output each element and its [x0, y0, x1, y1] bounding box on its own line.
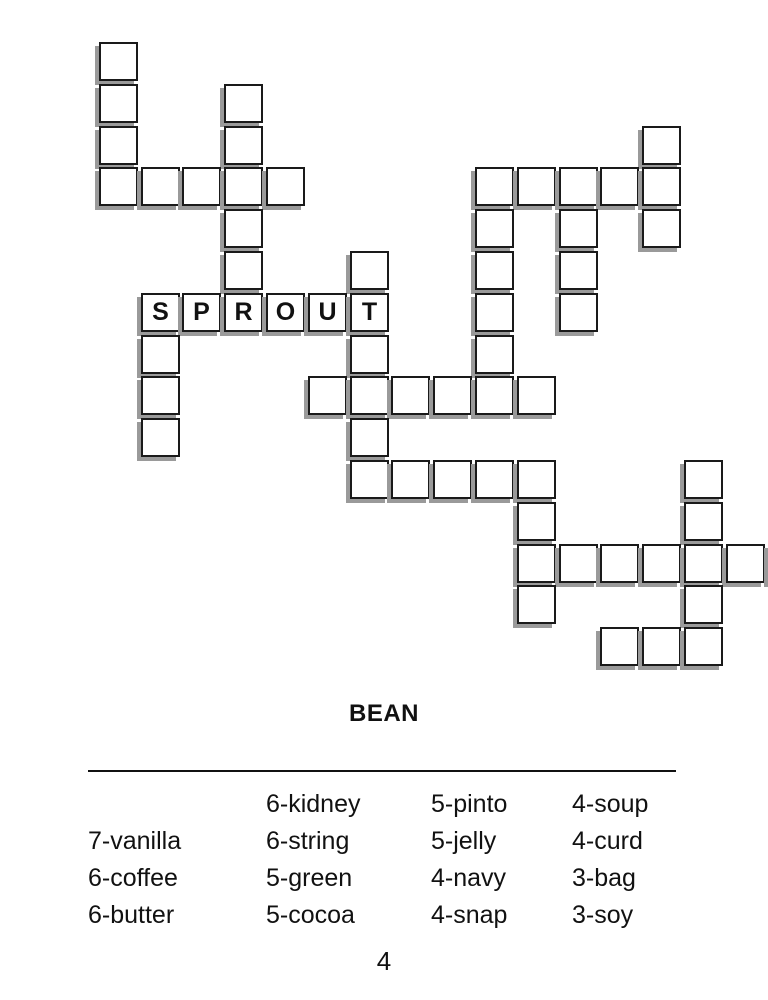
- word-list-item: 5-cocoa: [266, 901, 355, 929]
- crossword-cell[interactable]: [433, 460, 472, 499]
- crossword-cell[interactable]: [99, 167, 138, 206]
- crossword-cell-filled[interactable]: T: [350, 293, 389, 332]
- word-list-item: 3-bag: [572, 864, 636, 892]
- crossword-cell-filled[interactable]: P: [182, 293, 221, 332]
- crossword-cell[interactable]: [684, 585, 723, 624]
- crossword-cell[interactable]: [559, 209, 598, 248]
- word-list-item: 4-curd: [572, 827, 643, 855]
- crossword-cell[interactable]: [642, 544, 681, 583]
- word-list-item: 3-soy: [572, 901, 634, 929]
- crossword-cell[interactable]: [266, 167, 305, 206]
- crossword-cell[interactable]: [141, 167, 180, 206]
- crossword-cell[interactable]: [308, 376, 347, 415]
- word-list-item: 4-navy: [431, 864, 507, 892]
- word-list-column-4: [572, 786, 648, 934]
- crossword-cell[interactable]: [141, 335, 180, 374]
- crossword-cell[interactable]: [224, 251, 263, 290]
- crossword-cell[interactable]: [350, 335, 389, 374]
- word-list-item: 6-coffee: [88, 864, 178, 892]
- crossword-cell[interactable]: [517, 460, 556, 499]
- crossword-cell[interactable]: [350, 376, 389, 415]
- crossword-cell-filled[interactable]: U: [308, 293, 347, 332]
- crossword-cell[interactable]: [391, 376, 430, 415]
- crossword-cell[interactable]: [224, 126, 263, 165]
- crossword-cell[interactable]: [99, 126, 138, 165]
- crossword-cell[interactable]: [600, 167, 639, 206]
- word-list-item: 4-soup: [572, 790, 649, 818]
- crossword-cell[interactable]: [475, 460, 514, 499]
- crossword-cell[interactable]: [141, 376, 180, 415]
- crossword-cell[interactable]: [475, 335, 514, 374]
- crossword-cell[interactable]: [182, 167, 221, 206]
- crossword-cell[interactable]: [350, 418, 389, 457]
- word-list-column-1: [88, 786, 181, 934]
- word-list-item: 7-vanilla: [88, 827, 182, 855]
- word-list-item: [88, 786, 181, 823]
- crossword-cell[interactable]: [642, 167, 681, 206]
- crossword-cell-filled[interactable]: R: [224, 293, 263, 332]
- crossword-cell[interactable]: [642, 209, 681, 248]
- word-list-item: 5-jelly: [431, 827, 497, 855]
- crossword-cell[interactable]: [559, 544, 598, 583]
- crossword-cell[interactable]: [642, 627, 681, 666]
- page-number: 4: [376, 946, 392, 976]
- word-list-item: 6-string: [266, 827, 350, 855]
- crossword-cell[interactable]: [726, 544, 765, 583]
- crossword-cell[interactable]: [517, 585, 556, 624]
- crossword-cell[interactable]: [350, 460, 389, 499]
- crossword-cell[interactable]: [684, 502, 723, 541]
- word-list-item: 5-green: [266, 864, 353, 892]
- crossword-cell[interactable]: [684, 460, 723, 499]
- divider-line: [88, 770, 676, 772]
- crossword-cell[interactable]: [99, 42, 138, 81]
- crossword-cell[interactable]: [600, 544, 639, 583]
- crossword-cell[interactable]: [600, 627, 639, 666]
- crossword-cell[interactable]: [433, 376, 472, 415]
- crossword-cell-filled[interactable]: S: [141, 293, 180, 332]
- crossword-cell[interactable]: [224, 209, 263, 248]
- crossword-cell[interactable]: [224, 167, 263, 206]
- puzzle-title: BEAN: [348, 700, 419, 727]
- crossword-cell[interactable]: [517, 376, 556, 415]
- word-list-column-2: [266, 786, 361, 934]
- crossword-cell[interactable]: [559, 167, 598, 206]
- crossword-cell[interactable]: [350, 251, 389, 290]
- crossword-cell[interactable]: [475, 167, 514, 206]
- crossword-cell[interactable]: [684, 544, 723, 583]
- crossword-cell[interactable]: [224, 84, 263, 123]
- crossword-cell[interactable]: [99, 84, 138, 123]
- crossword-cell[interactable]: [559, 251, 598, 290]
- crossword-cell[interactable]: [559, 293, 598, 332]
- crossword-cell-filled[interactable]: O: [266, 293, 305, 332]
- word-list-item: 6-butter: [88, 901, 175, 929]
- crossword-cell[interactable]: [475, 251, 514, 290]
- crossword-cell[interactable]: [391, 460, 430, 499]
- word-list-item: 6-kidney: [266, 790, 361, 818]
- crossword-cell[interactable]: [517, 167, 556, 206]
- crossword-cell[interactable]: [475, 293, 514, 332]
- crossword-cell[interactable]: [642, 126, 681, 165]
- word-list-column-3: [431, 786, 507, 934]
- word-list-item: 4-snap: [431, 901, 508, 929]
- crossword-cell[interactable]: [475, 209, 514, 248]
- crossword-cell[interactable]: [141, 418, 180, 457]
- crossword-cell[interactable]: [517, 544, 556, 583]
- word-list-item: 5-pinto: [431, 790, 508, 818]
- crossword-cell[interactable]: [475, 376, 514, 415]
- crossword-cell[interactable]: [517, 502, 556, 541]
- crossword-cell[interactable]: [684, 627, 723, 666]
